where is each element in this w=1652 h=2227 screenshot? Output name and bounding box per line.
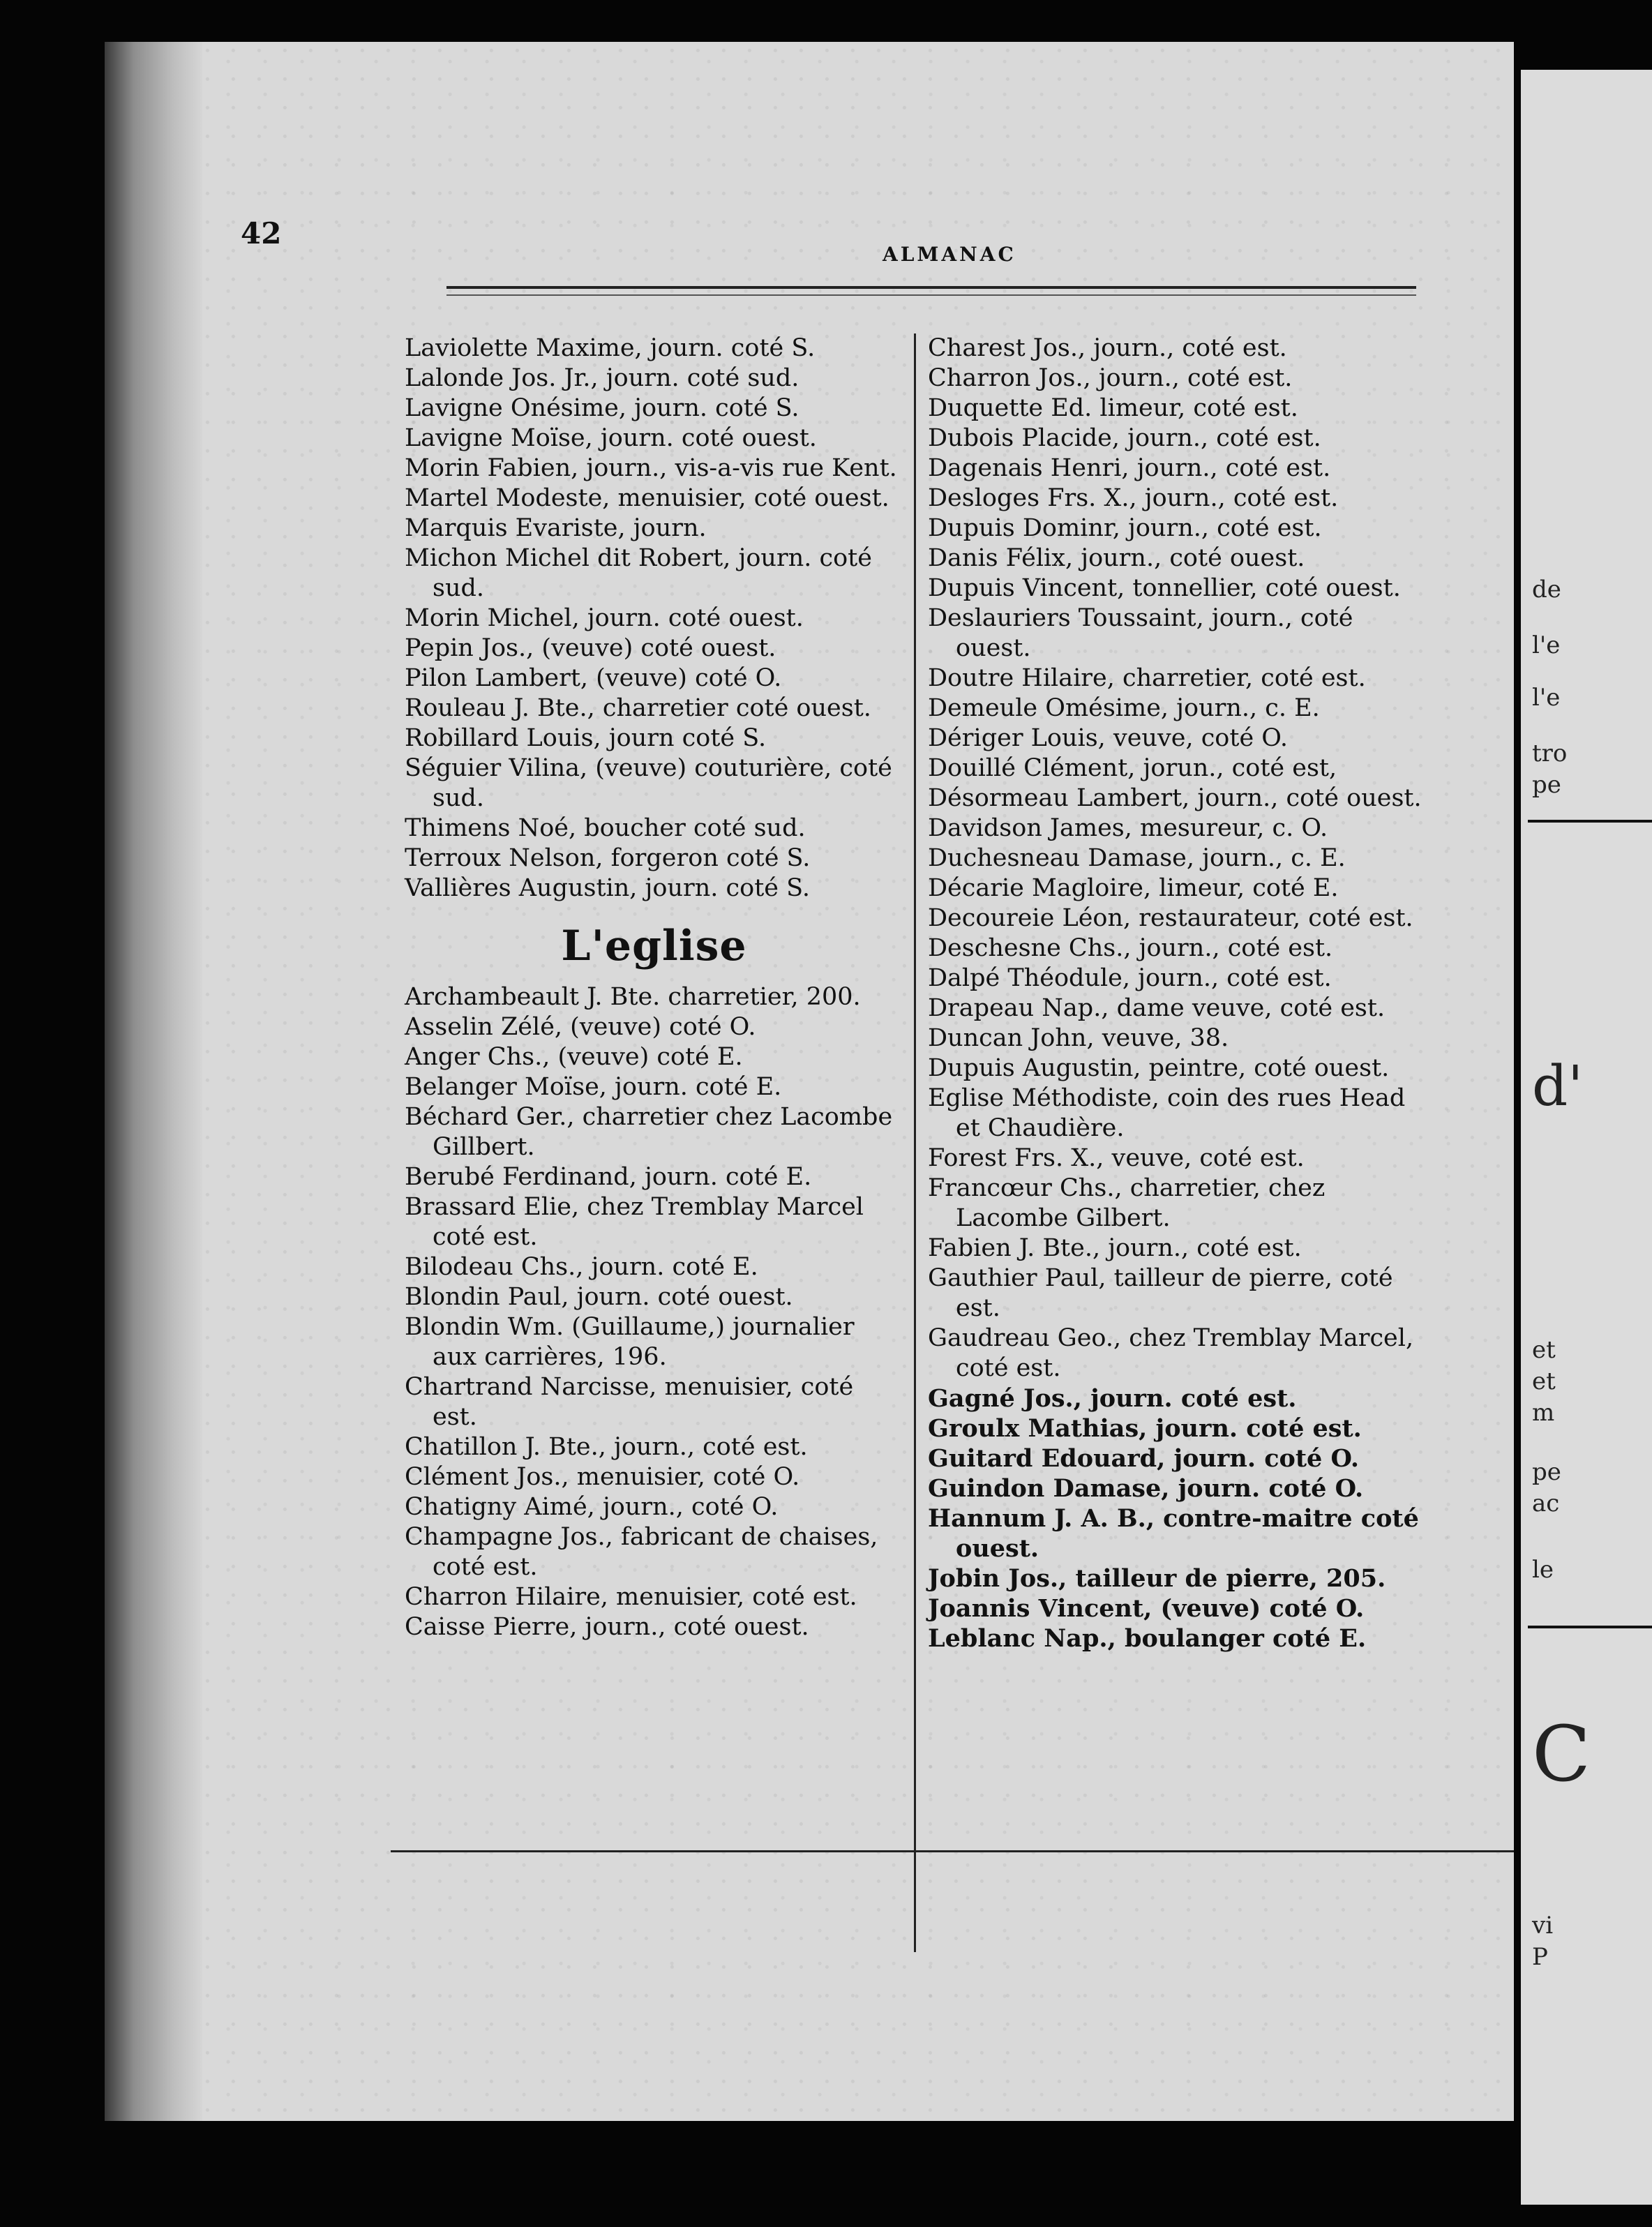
directory-entry: Dalpé Théodule, journ., coté est. — [928, 964, 1332, 992]
directory-entry: Lavigne Moïse, journ. coté ouest. — [405, 424, 817, 452]
directory-entry: Charest Jos., journ., coté est. — [928, 334, 1287, 362]
directory-entry: Robillard Louis, journ coté S. — [405, 724, 767, 752]
directory-entry: Deslauriers Toussaint, journ., coté ouest. — [928, 604, 1353, 662]
adjacent-fragment: l'e — [1532, 684, 1561, 712]
adjacent-fragment: et — [1532, 1336, 1556, 1364]
directory-entry: Duncan John, veuve, 38. — [928, 1024, 1229, 1052]
page-number: 42 — [241, 216, 282, 250]
directory-entry: Chartrand Narcisse, menuisier, coté est. — [405, 1373, 854, 1431]
directory-entry: Dupuis Dominr, journ., coté est. — [928, 514, 1322, 542]
adjacent-fragment: l'e — [1532, 631, 1561, 659]
directory-entry: Belanger Moïse, journ. coté E. — [405, 1073, 782, 1101]
directory-entry: Marquis Evariste, journ. — [405, 514, 707, 542]
adjacent-fragment: pe — [1532, 771, 1561, 799]
directory-entry: Chatillon J. Bte., journ., coté est. — [405, 1433, 808, 1461]
adjacent-rule — [1528, 1626, 1652, 1628]
right-column — [928, 333, 1430, 1654]
directory-entry: Deschesne Chs., journ., coté est. — [928, 934, 1333, 962]
directory-entry: Pepin Jos., (veuve) coté ouest. — [405, 634, 776, 662]
adjacent-fragment: m — [1532, 1399, 1555, 1427]
directory-entry: Guitard Edouard, journ. coté O. — [928, 1444, 1360, 1473]
directory-entry: Chatigny Aimé, journ., coté O. — [405, 1493, 779, 1521]
adjacent-fragment: tro — [1532, 740, 1568, 767]
column-divider — [914, 333, 916, 1952]
adjacent-fragment: C — [1532, 1709, 1591, 1799]
adjacent-fragment: et — [1532, 1367, 1556, 1395]
directory-entry: Anger Chs., (veuve) coté E. — [405, 1043, 743, 1071]
adjacent-fragment: de — [1532, 576, 1561, 603]
adjacent-rule — [1528, 820, 1652, 823]
directory-entry: Martel Modeste, menuisier, coté ouest. — [405, 484, 889, 512]
directory-entry: Duchesneau Damase, journ., c. E. — [928, 844, 1346, 872]
directory-entry: Dériger Louis, veuve, coté O. — [928, 724, 1289, 752]
directory-entry: Blondin Paul, journ. coté ouest. — [405, 1283, 793, 1311]
directory-entry: Doutre Hilaire, charretier, coté est. — [928, 664, 1366, 692]
adjacent-fragment: vi — [1532, 1912, 1554, 1940]
directory-entry: Asselin Zélé, (veuve) coté O. — [405, 1013, 756, 1041]
directory-entry: Charron Jos., journ., coté est. — [928, 364, 1293, 392]
directory-entry: Champagne Jos., fabricant de chaises, coté est. — [405, 1523, 878, 1581]
directory-entry: Pilon Lambert, (veuve) coté O. — [405, 664, 782, 692]
directory-entry: Danis Félix, journ., coté ouest. — [928, 544, 1305, 572]
directory-entry: Berubé Ferdinand, journ. coté E. — [405, 1163, 812, 1191]
adjacent-fragment: P — [1532, 1943, 1548, 1971]
directory-entry: Forest Frs. X., veuve, coté est. — [928, 1144, 1305, 1172]
directory-entry: Dagenais Henri, journ., coté est. — [928, 454, 1331, 482]
directory-entry: Dupuis Augustin, peintre, coté ouest. — [928, 1054, 1390, 1082]
directory-entry: Clément Jos., menuisier, coté O. — [405, 1463, 800, 1491]
lower-rule — [391, 1850, 1514, 1852]
directory-entry: Charron Hilaire, menuisier, coté est. — [405, 1583, 857, 1611]
adjacent-fragment: le — [1532, 1556, 1554, 1584]
directory-entry: Béchard Ger., charretier chez Lacombe Gillbert. — [405, 1103, 893, 1161]
header-rule — [446, 286, 1416, 289]
directory-entry: Décarie Magloire, limeur, coté E. — [928, 874, 1339, 902]
directory-entry: Morin Fabien, journ., vis-a-vis rue Kent. — [405, 454, 897, 482]
directory-entry: Archambeault J. Bte. charretier, 200. — [405, 983, 861, 1011]
directory-entry: Bilodeau Chs., journ. coté E. — [405, 1253, 758, 1281]
directory-entry: Demeule Omésime, journ., c. E. — [928, 694, 1320, 722]
directory-entry: Morin Michel, journ. coté ouest. — [405, 604, 804, 632]
directory-entry: Douillé Clément, jorun., coté est, — [928, 754, 1337, 782]
directory-entry: Joannis Vincent, (veuve) coté O. — [928, 1594, 1365, 1623]
directory-entry: Gaudreau Geo., chez Tremblay Marcel, coté est. — [928, 1324, 1414, 1382]
directory-entry: Decoureie Léon, restaurateur, coté est. — [928, 904, 1413, 932]
left-entries-top — [405, 333, 903, 903]
directory-entry: Jobin Jos., tailleur de pierre, 205. — [928, 1564, 1386, 1593]
directory-entry: Duquette Ed. limeur, coté est. — [928, 394, 1298, 422]
directory-entry: Blondin Wm. (Guillaume,) journalier aux carrières, 196. — [405, 1313, 855, 1371]
directory-entry: Fabien J. Bte., journ., coté est. — [928, 1234, 1302, 1262]
section-heading: L'eglise — [561, 922, 747, 970]
header-rule-thin — [446, 294, 1416, 296]
book-page-edges — [105, 42, 202, 2121]
directory-entry: Francœur Chs., charretier, chez Lacombe Gilbert. — [928, 1174, 1326, 1232]
directory-entry: Laviolette Maxime, journ. coté S. — [405, 334, 816, 362]
directory-entry: Dupuis Vincent, tonnellier, coté ouest. — [928, 574, 1401, 602]
directory-entry: Leblanc Nap., boulanger coté E. — [928, 1624, 1367, 1653]
directory-entry: Vallières Augustin, journ. coté S. — [405, 874, 810, 902]
directory-entry: Lavigne Onésime, journ. coté S. — [405, 394, 799, 422]
directory-entry: Groulx Mathias, journ. coté est. — [928, 1414, 1362, 1443]
directory-entry: Drapeau Nap., dame veuve, coté est. — [928, 994, 1386, 1022]
directory-entry: Gauthier Paul, tailleur de pierre, coté est. — [928, 1264, 1393, 1322]
left-column — [405, 333, 903, 1642]
directory-entry: Desloges Frs. X., journ., coté est. — [928, 484, 1339, 512]
directory-entry: Hannum J. A. B., contre-maitre coté ouest. — [928, 1504, 1419, 1563]
adjacent-fragment: pe — [1532, 1458, 1561, 1486]
directory-entry: Guindon Damase, journ. coté O. — [928, 1474, 1364, 1503]
left-entries-bottom — [405, 982, 903, 1642]
directory-entry: Lalonde Jos. Jr., journ. coté sud. — [405, 364, 799, 392]
directory-entry: Désormeau Lambert, journ., coté ouest. — [928, 784, 1422, 812]
directory-entry: Thimens Noé, boucher coté sud. — [405, 814, 806, 842]
directory-entry: Michon Michel dit Robert, journ. coté sud. — [405, 544, 872, 602]
directory-entry: Brassard Elie, chez Tremblay Marcel coté est. — [405, 1193, 864, 1251]
directory-entry: Caisse Pierre, journ., coté ouest. — [405, 1613, 809, 1641]
adjacent-fragment: ac — [1532, 1490, 1560, 1517]
directory-entry: Dubois Placide, journ., coté est. — [928, 424, 1321, 452]
directory-entry: Gagné Jos., journ. coté est. — [928, 1384, 1297, 1413]
running-title: ALMANAC — [883, 243, 1016, 266]
directory-entry: Terroux Nelson, forgeron coté S. — [405, 844, 811, 872]
directory-entry: Rouleau J. Bte., charretier coté ouest. — [405, 694, 871, 722]
directory-entry: Eglise Méthodiste, coin des rues Head et Chaudière. — [928, 1084, 1406, 1142]
adjacent-fragment: d' — [1532, 1053, 1584, 1118]
directory-entry: Davidson James, mesureur, c. O. — [928, 814, 1328, 842]
adjacent-page — [1521, 70, 1652, 2205]
directory-entry: Séguier Vilina, (veuve) couturière, coté sud. — [405, 754, 892, 812]
